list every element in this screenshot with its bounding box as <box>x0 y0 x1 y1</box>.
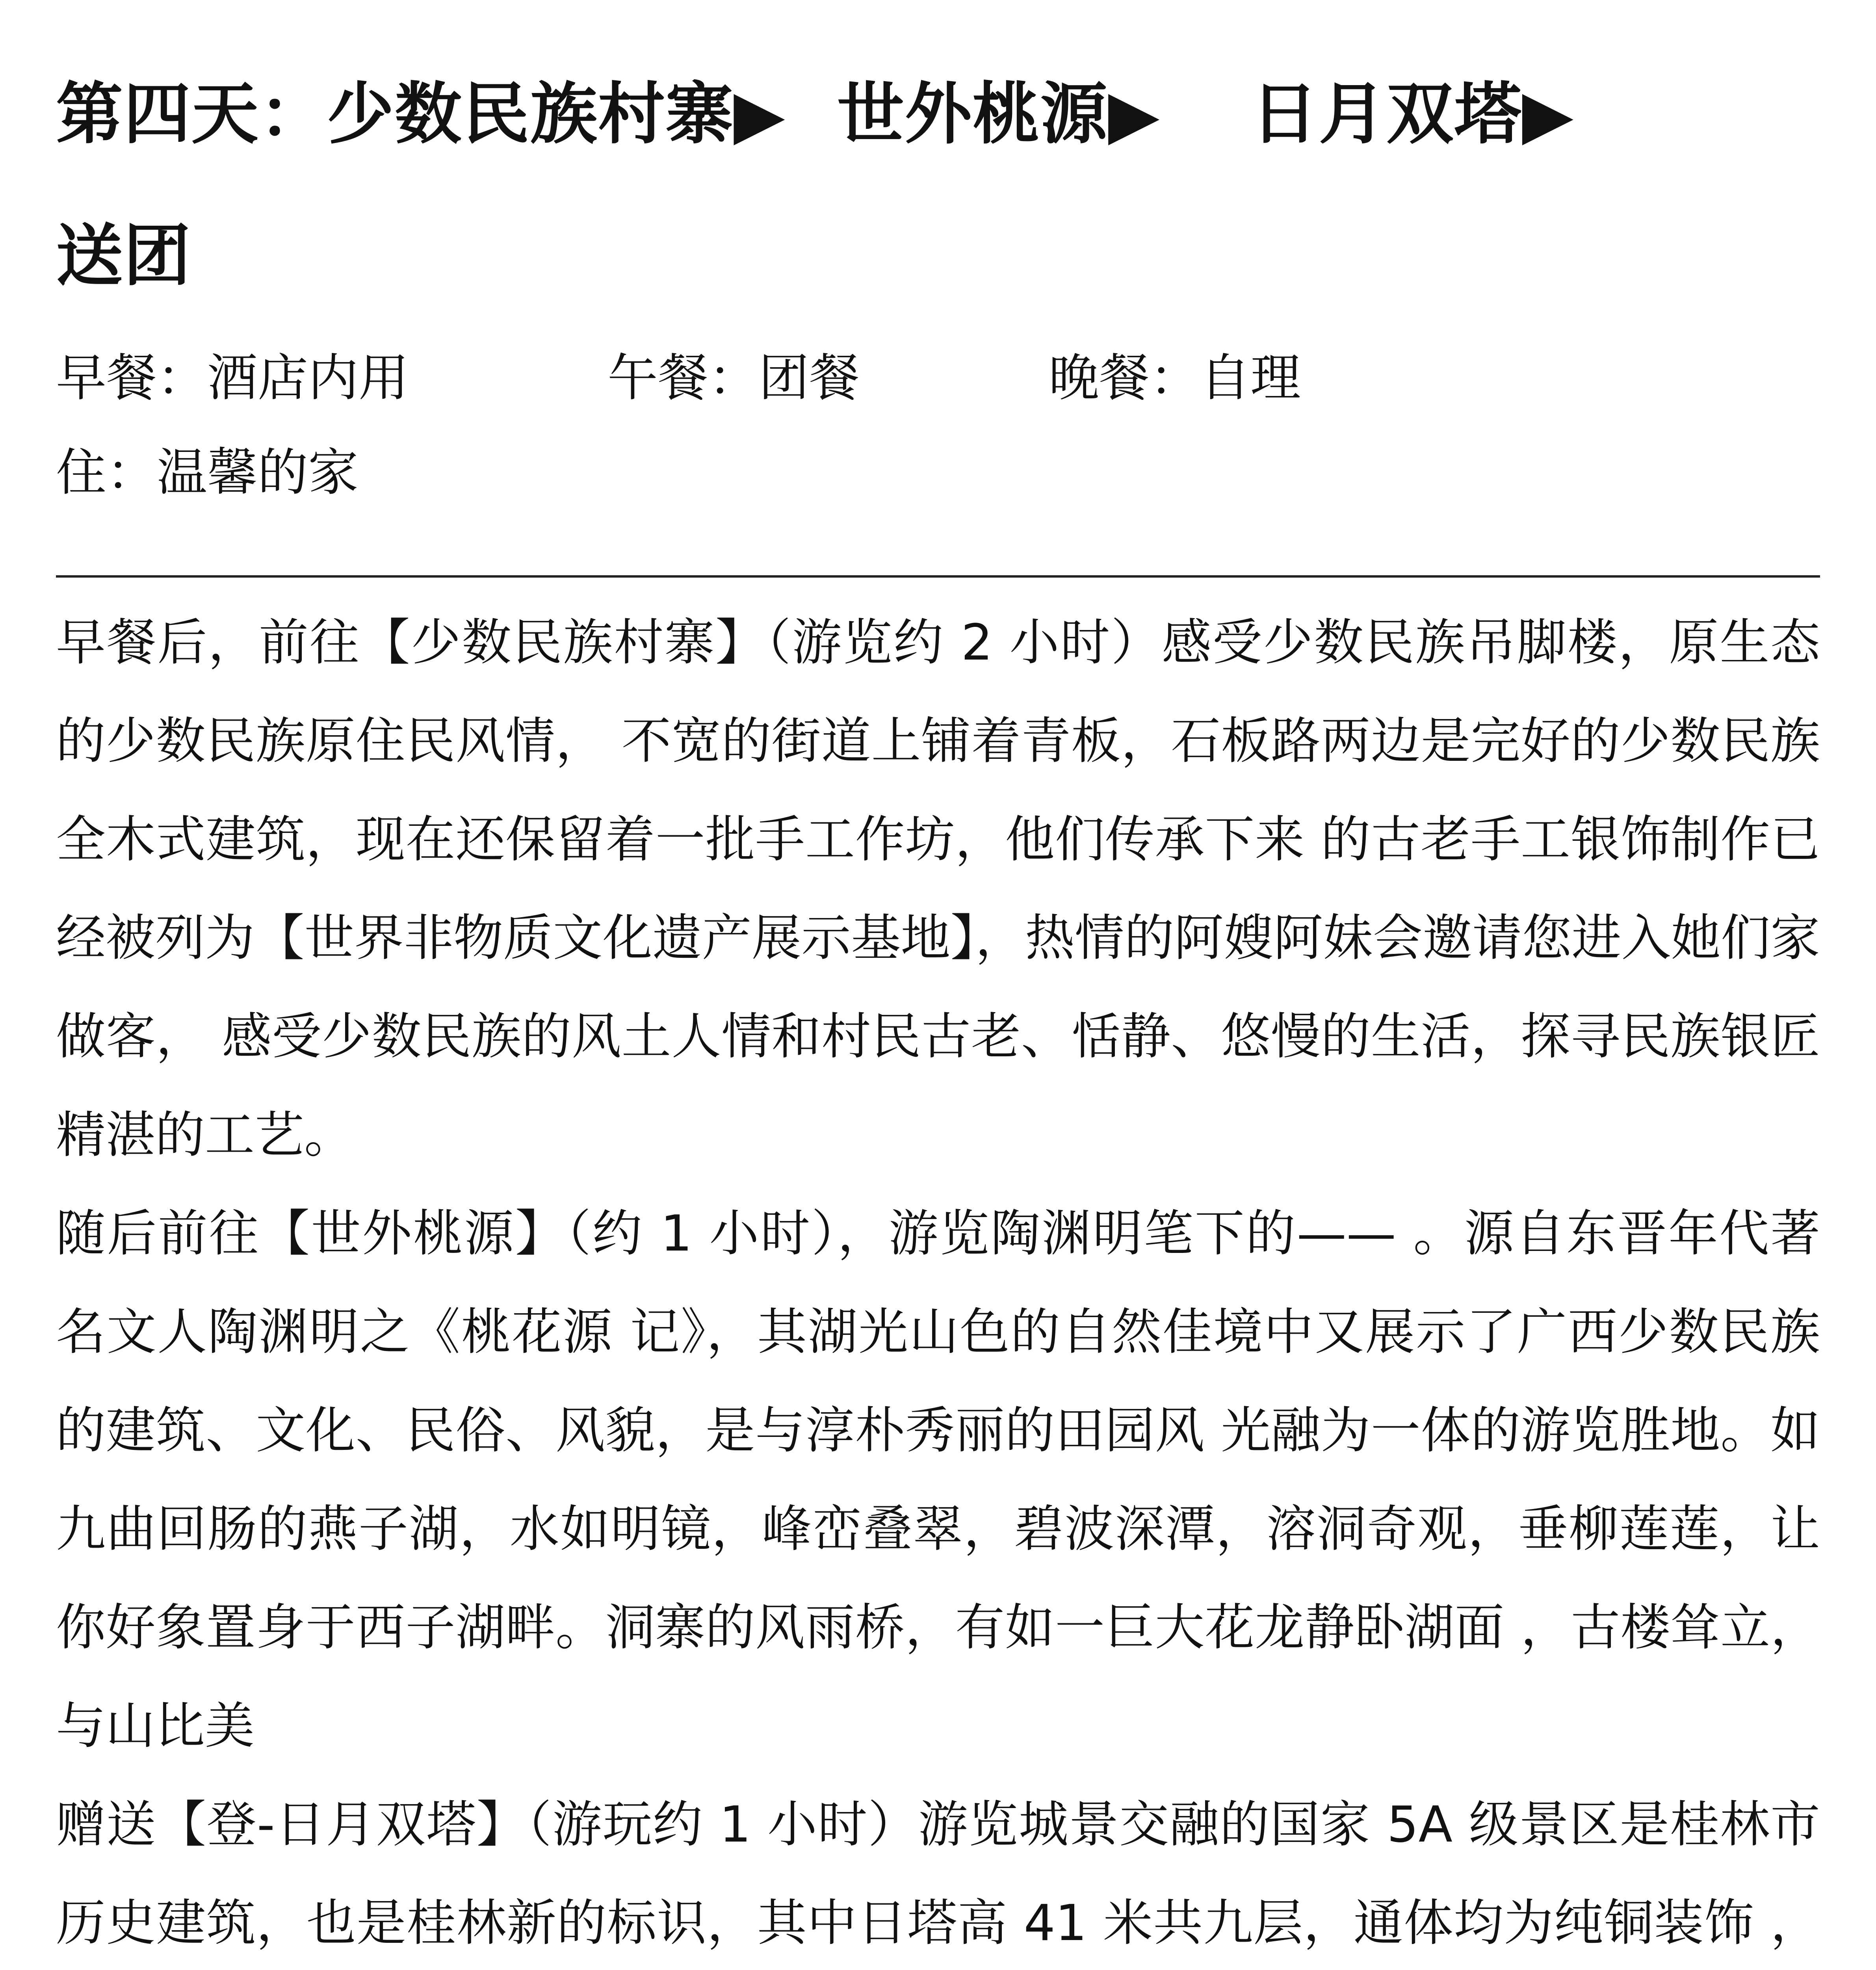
day-title <box>56 43 1820 327</box>
paragraph-paradise: 随后前往【世外桃源】（约 1 小时），游览陶渊明笔下的—— 。源自东晋年代著名文人陶渊明之《桃花源 记》，其湖光山色的自然佳境中又展示了广西少数民族的建筑、文化、民俗、风貌，是与淳朴秀丽的田园风 光融为一体的游览胜地。如九曲回肠的燕子湖，水如明镜，峰峦叠翠，碧波深潭，溶洞奇观，垂柳莲莲，让你好象置身于西子湖畔。洞寨的风雨桥，有如一巨大花龙静卧湖面 ，古楼耸立，与山比美 <box>56 1204 1820 1755</box>
title-segment-village: 第四天：少数民族村寨▶ <box>56 75 786 153</box>
itinerary-description <box>56 593 1820 1970</box>
section-divider <box>56 575 1820 578</box>
meal-dinner: 晚餐：自理 <box>1049 349 1301 407</box>
lodging-info: 住：温馨的家 <box>56 443 359 502</box>
paragraph-village: 早餐后，前往【少数民族村寨】（游览约 2 小时）感受少数民族吊脚楼，原生态的少数民族原住民风情， 不宽的街道上铺着青板，石板路两边是完好的少数民族全木式建筑，现在还保留着一批手工作坊，他们传承下来 的古老手工银饰制作已经被列为【世界非物质文化遗产展示基地】，热情的阿嫂阿妹会邀请您进入她们家做客， 感受少数民族的风土人情和村民古老、恬静、悠慢的生活，探寻民族银匠精湛的工艺。 <box>56 613 1820 1164</box>
meal-breakfast: 早餐：酒店内用 <box>56 349 409 407</box>
title-segment-paradise: 世外桃源▶ <box>837 75 1161 153</box>
meal-lunch: 午餐：团餐 <box>607 349 860 407</box>
title-segment-twin-towers: 日月双塔▶ <box>1251 75 1575 153</box>
meal-info <box>56 331 1820 426</box>
paragraph-twin-towers: 赠送【登-日月双塔】（游玩约 1 小时）游览城景交融的国家 5A 级景区是桂林市历史建筑，也是桂林新的标识，其中日塔高 41 米共九层，通体均为纯铜装饰 ， <box>56 1795 1820 1952</box>
title-segment-send-off: 送团 <box>56 217 192 295</box>
